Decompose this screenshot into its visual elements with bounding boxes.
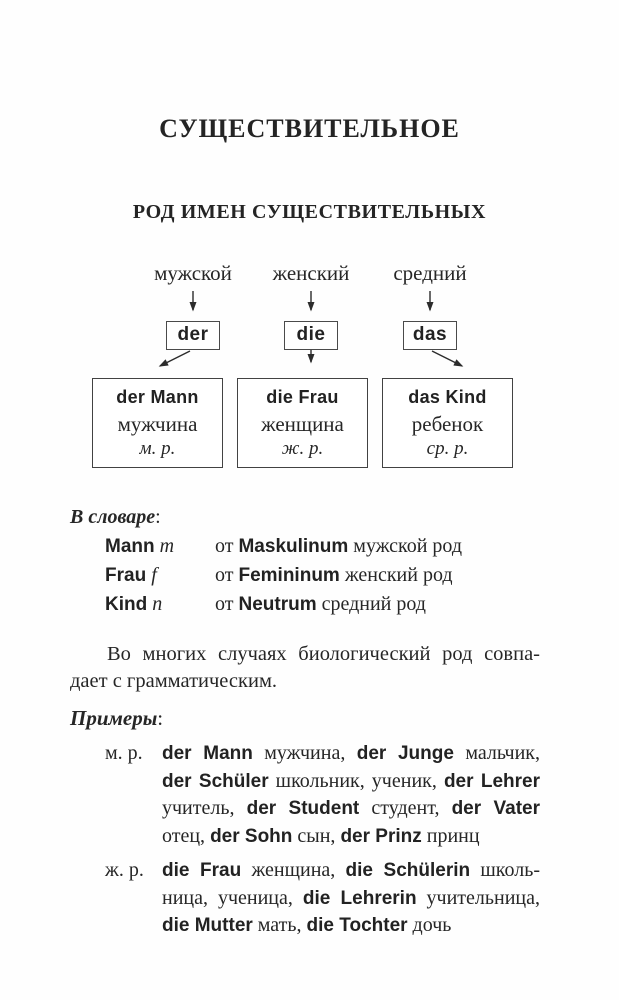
examples-group-masculine: [70, 740, 540, 850]
dictionary-list: [70, 532, 540, 619]
german-word: Kind: [105, 594, 148, 615]
section-title: РОД ИМЕН СУЩЕСТВИТЕЛЬНЫХ: [132, 201, 487, 223]
dictionary-word: [105, 561, 215, 590]
card-gender-abbr: ж. р.: [281, 438, 324, 459]
examples-line: die Frau женщина, die Schülerin школь-: [162, 859, 540, 881]
examples-line: die Mutter мать, die Tochter дочь: [162, 914, 452, 936]
german-word: Frau: [105, 565, 147, 586]
card-translation: ребенок: [411, 412, 484, 436]
examples-line: учитель, der Student студент, der Vater: [162, 797, 541, 819]
from-label: от: [215, 564, 234, 586]
examples-text: [162, 740, 540, 850]
from-label: от: [215, 593, 234, 615]
page-title: СУЩЕСТВИТЕЛЬНОЕ: [159, 114, 460, 143]
arrow-down-right-icon: [427, 349, 475, 373]
card-german-word: das Kind: [408, 387, 487, 407]
dictionary-definition: [215, 532, 540, 561]
gender-label-feminine: женский: [272, 261, 350, 285]
examples-line: ница, ученица, die Lehrerin учительница,: [162, 886, 540, 909]
card-german-word: der Mann: [116, 387, 199, 407]
examples-line: der Mann мужчина, der Junge мальчик,: [162, 742, 540, 764]
gender-letter: f: [151, 564, 157, 586]
arrow-down-left-icon: [150, 349, 198, 373]
dictionary-entry: [70, 532, 540, 561]
examples-text: [162, 857, 540, 940]
card-translation: мужчина: [117, 412, 198, 436]
examples-group-feminine: [70, 857, 540, 940]
from-label: от: [215, 535, 234, 557]
colon: :: [157, 706, 164, 730]
latin-term: Neutrum: [238, 594, 317, 615]
gender-label-masculine: мужской: [154, 261, 232, 285]
examples-heading: [70, 705, 540, 731]
gender-abbr-label: ж. р.: [105, 859, 144, 881]
gender-letter: n: [152, 593, 163, 615]
paragraph-line: дает с грамматическим.: [70, 670, 278, 692]
dictionary-word: [105, 590, 215, 619]
gender-diagram: [0, 254, 619, 470]
example-card-neuter: [382, 378, 513, 468]
card-translation: женщина: [261, 412, 344, 436]
arrow-down-icon: [186, 290, 200, 320]
arrow-down-icon: [304, 290, 318, 320]
example-card-feminine: [237, 378, 368, 468]
dictionary-entry: [70, 561, 540, 590]
dictionary-entry: [70, 590, 540, 619]
latin-term: Femininum: [238, 565, 340, 586]
dictionary-heading: [70, 504, 540, 530]
gender-label-neuter: средний: [393, 261, 467, 285]
example-card-masculine: [92, 378, 223, 468]
examples-heading-text: Примеры: [70, 706, 158, 730]
arrow-down-icon: [423, 290, 437, 320]
german-word: Mann: [105, 536, 155, 557]
card-german-word: die Frau: [266, 387, 339, 407]
meaning-text: мужской род: [353, 535, 463, 557]
dictionary-heading-text: В словаре: [70, 506, 156, 528]
dictionary-definition: [215, 561, 540, 590]
dictionary-word: [105, 532, 215, 561]
card-gender-abbr: м. р.: [139, 438, 176, 459]
examples-line: der Schüler школьник, ученик, der Lehrer: [162, 769, 540, 792]
examples-line: отец, der Sohn сын, der Prinz принц: [162, 824, 480, 847]
latin-term: Maskulinum: [238, 536, 349, 557]
body-paragraph: [70, 641, 540, 695]
article-box-das: das: [403, 321, 457, 350]
gender-abbr-label: м. р.: [105, 742, 143, 764]
article-box-die: die: [284, 321, 338, 350]
text-column: [70, 504, 540, 940]
paragraph-line: Во многих случаях биологический род совпа-: [107, 643, 540, 665]
card-gender-abbr: ср. р.: [426, 438, 469, 459]
meaning-text: средний род: [321, 593, 426, 615]
colon: :: [155, 506, 161, 528]
meaning-text: женский род: [344, 564, 453, 586]
article-box-der: der: [166, 321, 220, 350]
arrow-down-icon: [304, 349, 318, 371]
gender-letter: m: [159, 535, 175, 557]
dictionary-definition: [215, 590, 540, 619]
